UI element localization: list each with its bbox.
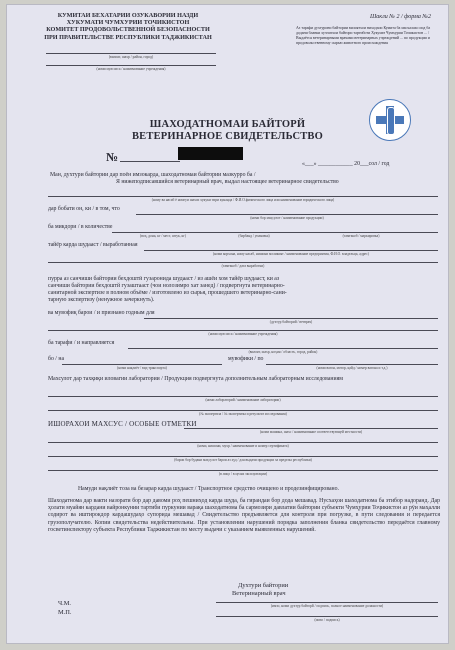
special-marks-heading: ИШОРАХОИ МАХСУС / ОСОБЫЕ ОТМЕТКИ	[48, 420, 197, 428]
label-prepared: тайёр карда шудааст / выработанная	[48, 242, 138, 248]
caption-production-date: (тамғакоб / дата выработки)	[221, 264, 265, 268]
lab-research-line: Махсулот дар тахқиқи иловагии лаборатории / Продукция подвергнута дополнительным лабораторным исследованиям	[48, 376, 343, 382]
vet-signature-label-tj: Духтури байтории	[238, 582, 289, 589]
form-number: Шакли № 2 / форма №2	[370, 14, 431, 20]
caption-units: (воҳ, дона, кг / мест, штук, кг)	[140, 234, 186, 238]
header-line-1: КУМИТАИ БЕХАТАРИИ ОЗУКАВОРИИ НАЗДИ	[57, 12, 199, 19]
caption-lab: (номи лабораторий / наименование лаборатории)	[205, 398, 281, 402]
caption-signature: (имзо / подпись)	[314, 618, 340, 622]
caption-region: (вилоят, шахр, ноҳия / область, город, район)	[248, 350, 318, 354]
place-caption: (вилоят, шахр / район, город)	[108, 55, 154, 59]
issuer-header	[28, 12, 228, 41]
header-line-3: КОМИТЕТ ПРОДОВОЛЬСТВЕННОЙ БЕЗОПАСНОСТИ	[46, 26, 210, 34]
certificate-sheet	[6, 4, 449, 644]
transport-cleaned-note: Намуди нақлиёт тоза ва безарар карда шудааст / Транспортное средство очищено и продезинфицировано.	[78, 486, 340, 492]
intro-ru: Я нижеподписавшийся ветеринарный врач, выдал настоящее ветеринарное свидетельство	[116, 179, 339, 185]
caption-producer: (номи корхона, ному насаб, нишони моликият / наименование предприятия, Ф.И.О. владельца, адрес)	[213, 252, 369, 256]
redacted-certificate-number	[178, 147, 243, 160]
caption-packaging: (барбанд / упаковка)	[238, 234, 270, 238]
label-direction: ба тарафи / и направляется	[48, 340, 115, 346]
caption-vet: (духтур байторий / ветврач)	[269, 320, 313, 324]
caption-product: (номи бор маҳсулот / наименование продукции)	[250, 216, 324, 220]
vet-signature-label-ru: Ветеринарный врач	[232, 590, 286, 597]
caption-signature-position: (имзо, номи духтур байторй / подпись, полное наименование должности)	[270, 604, 384, 608]
issue-date: «___» ____________ 20___сол / год	[302, 161, 390, 167]
caption-institution: (номи муассиса / наименование учреждения)	[208, 332, 278, 336]
label-route: мувофики / по	[228, 356, 264, 362]
caption-transport-type: (номи нақлиёт / вид транспорта)	[117, 366, 167, 370]
caption-locality: (номи машина, шахс / наименование соответствующей местности)	[259, 430, 363, 434]
seal-label-ru: М.П.	[58, 609, 72, 616]
label-in-that: дар бобати он, ки / в том, что	[48, 206, 120, 212]
label-fit-for: ва мувофиқ барои / и признано годным для	[48, 310, 155, 316]
expertise-line-4: тарную экспертизу (ненужное зачеркнуть).	[48, 297, 155, 303]
header-line-4: ПРИ ПРАВИТЕЛЬСТВЕ РЕСПУБЛИКИ ТАДЖИКИСТАН	[44, 33, 212, 41]
certificate-title-ru: ВЕТЕРИНАРНОЕ СВИДЕТЕЛЬСТВО	[131, 131, 324, 142]
seal-label-tj: Ч.М.	[58, 600, 72, 607]
certificate-number-label: №	[106, 150, 119, 164]
expertise-line-1: пурра аз санчиши байтории бехдоштӣ гузаронида шудааст / из ашёи хом тайёр шудааст, ки аз	[48, 276, 280, 282]
caption-marking: (тамғакоб / маркировка)	[342, 234, 380, 238]
label-quantity: ба микдори / в количестве	[48, 224, 113, 230]
footer-paragraph: Шаходатнома дар вакти назорати бор дар давоми роҳ пешниҳод карда шуда, ба гирандаи бор дода мешавад. Нусхаҳои шаходатнома ба этибор надоранд. Дар ҳолати муайян кардани вайронкунии тартиби пуркунии варақа шаходатнома ба сармозири давлатии байтории субъекти Чумҳурии Тоҷикистон аз рӯи маҳалли содирот ва иштирокдор кардашудаҳо супорида мешавад / Свидетельство предъявляется для контроля при погрузке, в пути следования и передается грузополучателю. Копии свидетельства недействительны. При установлении нарушений порядка заполнения бланка свидетельство передаётся главному госветинспектору субъекта Республики Таджикистан по месту выдачи с указанием выявленных нарушений.	[48, 498, 440, 533]
label-transport: бо / на	[48, 356, 65, 362]
caption-expertise-result: (№ экспертиза / № экспертизы и результат исследования)	[199, 412, 287, 416]
expertise-line-3: санитарной экспертизе в полном объёме / изготовлено из сырья, прошедшего ветеринарно-сани-	[48, 290, 287, 296]
org-caption: (номи муассиса / наименование учреждения)	[96, 67, 166, 71]
intro-tj: Ман, духтури байтории дар поён имзокарда, шаходатномаи байтории мазкурро ба /	[50, 172, 256, 178]
caption-certificate: (номи, нишони, мухр / наименование и номер сертификата)	[197, 444, 289, 448]
header-line-2: ХУКУМАТИ ЧУМХУРИИ ТОЧИКИСТОН	[66, 19, 190, 27]
issue-note: Аз тарафи духтурони байтории вилоятхои ниходхои Кумита ба масъалахо оид ба додани бланки хуччатхои байтори тартиботи Хукумат Чумхурии Точикистон ... / Выдаётся ветеринарными врачами ветеринарных учреждений ... по продукции и продовольственному сырью животного происхождения	[296, 26, 431, 45]
caption-recipient: (ному ва насаб ё номгуи шахси хукуки тири кунанда / Ф.И.О.физического лица или наименование юридического лица)	[151, 198, 335, 202]
expertise-line-2: санчиши байтории бехдоштй гузаштааст (чои нолозимро хат занед) / подвергнута ветеринарно-	[48, 283, 285, 289]
caption-export: (барои бор будани маҳсулот барои аз худ / для выдачи продукции за пределы республики)	[174, 458, 312, 462]
caption-wagon: (номи вагон, мотор, қайд / номер вагона и т.д.)	[316, 366, 388, 370]
caption-exploitation: (в лицо / в целях эксплуатации)	[218, 472, 268, 476]
certificate-title-tj: ШАХОДАТНОМАИ БАЙТОРЙ	[149, 119, 306, 130]
